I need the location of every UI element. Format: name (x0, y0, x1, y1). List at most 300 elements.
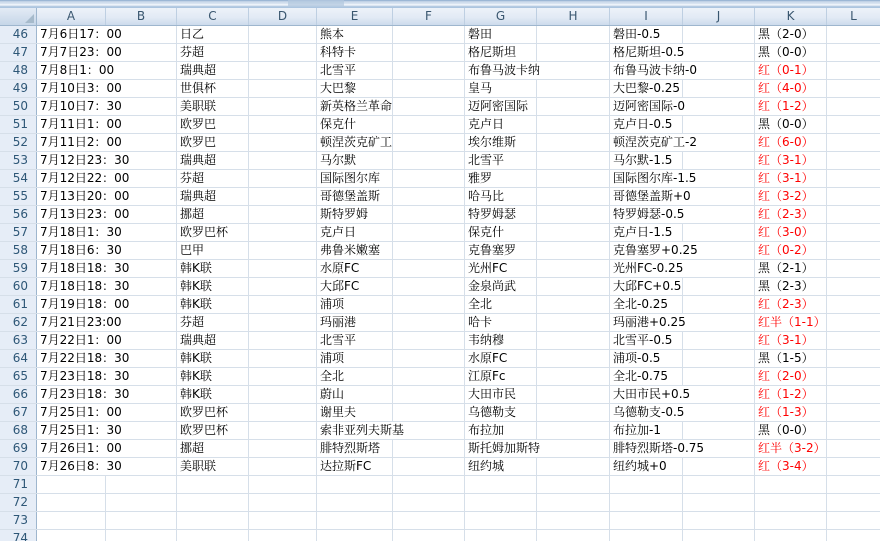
cell-handicap[interactable] (610, 260, 683, 277)
cell-empty[interactable] (249, 458, 317, 475)
cell-empty[interactable] (249, 314, 317, 331)
column-header-h[interactable]: H (537, 8, 610, 25)
cell-match-time[interactable] (37, 134, 122, 151)
row-header[interactable]: 69 (0, 440, 37, 457)
cell-empty[interactable] (249, 296, 317, 313)
cell-empty[interactable] (393, 386, 465, 403)
cell-result[interactable] (755, 368, 827, 385)
cell-empty[interactable] (393, 116, 465, 133)
cell-result[interactable] (755, 404, 827, 421)
cell-empty[interactable] (393, 98, 465, 115)
cell-empty[interactable] (683, 350, 755, 367)
cell-away-team[interactable] (465, 278, 537, 295)
cell-empty[interactable] (106, 512, 177, 529)
cell-empty[interactable] (537, 134, 610, 151)
cell-away-team[interactable] (465, 404, 537, 421)
cell-handicap[interactable] (610, 98, 683, 115)
row-header[interactable]: 47 (0, 44, 37, 61)
cell-away-team[interactable] (465, 422, 537, 439)
cell-league[interactable] (177, 116, 249, 133)
cell-away-team[interactable] (465, 170, 537, 187)
cell-league[interactable] (177, 368, 249, 385)
cell-away-team[interactable] (465, 332, 537, 349)
cell-empty[interactable] (249, 98, 317, 115)
cell-empty[interactable] (683, 80, 755, 97)
cell-empty[interactable] (827, 404, 880, 421)
cell-empty[interactable] (827, 260, 880, 277)
cell-empty[interactable] (827, 170, 880, 187)
cell-empty[interactable] (537, 98, 610, 115)
cell-empty[interactable] (393, 440, 465, 457)
cell-league[interactable] (177, 404, 249, 421)
row-header[interactable]: 46 (0, 26, 37, 43)
cell-league[interactable] (177, 350, 249, 367)
cell-result[interactable] (755, 188, 827, 205)
cell-away-team[interactable] (465, 260, 537, 277)
cell-home-team[interactable] (317, 62, 393, 79)
cell-empty[interactable] (393, 314, 465, 331)
cell-empty[interactable] (393, 494, 465, 511)
cell-league[interactable] (177, 512, 249, 529)
cell-empty[interactable] (827, 512, 880, 529)
cell-empty[interactable] (249, 62, 317, 79)
cell-empty[interactable] (827, 278, 880, 295)
cell-handicap[interactable] (610, 530, 683, 541)
cell-empty[interactable] (683, 260, 755, 277)
row-header[interactable]: 74 (0, 530, 37, 541)
cell-home-team[interactable] (317, 152, 393, 169)
row-header[interactable]: 48 (0, 62, 37, 79)
cell-empty[interactable] (537, 242, 610, 259)
cell-empty[interactable] (827, 242, 880, 259)
cell-match-time[interactable] (37, 242, 122, 259)
cell-empty[interactable] (393, 368, 465, 385)
cell-match-time[interactable] (37, 314, 122, 331)
cell-empty[interactable] (537, 368, 610, 385)
row-header[interactable]: 53 (0, 152, 37, 169)
row-header[interactable]: 50 (0, 98, 37, 115)
cell-empty[interactable] (537, 512, 610, 529)
cell-empty[interactable] (537, 224, 610, 241)
row-header[interactable]: 55 (0, 188, 37, 205)
cell-league[interactable] (177, 278, 249, 295)
cell-empty[interactable] (683, 530, 755, 541)
cell-empty[interactable] (683, 512, 755, 529)
cell-empty[interactable] (249, 476, 317, 493)
cell-away-team[interactable] (465, 188, 537, 205)
cell-empty[interactable] (537, 386, 610, 403)
row-header[interactable]: 73 (0, 512, 37, 529)
cell-league[interactable] (177, 206, 249, 223)
cell-empty[interactable] (827, 62, 880, 79)
cell-empty[interactable] (537, 314, 610, 331)
cell-empty[interactable] (393, 44, 465, 61)
cell-empty[interactable] (393, 134, 465, 151)
cell-home-team[interactable] (317, 350, 393, 367)
cell-empty[interactable] (827, 458, 880, 475)
cell-empty[interactable] (393, 458, 465, 475)
cell-empty[interactable] (827, 44, 880, 61)
cell-empty[interactable] (393, 242, 465, 259)
cell-home-team[interactable] (317, 512, 393, 529)
cell-empty[interactable] (537, 62, 610, 79)
cell-result[interactable] (755, 26, 827, 43)
cell-empty[interactable] (827, 80, 880, 97)
cell-result[interactable] (755, 98, 827, 115)
row-header[interactable]: 61 (0, 296, 37, 313)
cell-result[interactable] (755, 44, 827, 61)
cell-empty[interactable] (393, 152, 465, 169)
cell-empty[interactable] (393, 188, 465, 205)
cell-empty[interactable] (393, 224, 465, 241)
cell-empty[interactable] (827, 314, 880, 331)
cell-empty[interactable] (537, 476, 610, 493)
cell-handicap[interactable] (610, 188, 691, 205)
cell-match-time[interactable] (37, 386, 130, 403)
cell-empty[interactable] (249, 404, 317, 421)
cell-empty[interactable] (537, 260, 610, 277)
cell-empty[interactable] (393, 476, 465, 493)
cell-result[interactable] (755, 422, 827, 439)
cell-result[interactable] (755, 134, 827, 151)
cell-match-time[interactable] (37, 188, 130, 205)
cell-empty[interactable] (393, 206, 465, 223)
column-header-c[interactable]: C (177, 8, 249, 25)
cell-home-team[interactable] (317, 530, 393, 541)
cell-handicap[interactable] (610, 242, 698, 259)
cell-handicap[interactable] (610, 278, 683, 295)
cell-empty[interactable] (827, 350, 880, 367)
cell-result[interactable] (755, 80, 827, 97)
cell-match-time[interactable] (37, 152, 130, 169)
cell-empty[interactable] (827, 530, 880, 541)
cell-result[interactable] (755, 512, 827, 529)
cell-result[interactable] (755, 530, 827, 541)
cell-home-team[interactable] (317, 278, 393, 295)
cell-handicap[interactable] (610, 422, 683, 439)
cell-handicap[interactable] (610, 296, 683, 313)
cell-match-time[interactable] (37, 26, 122, 43)
cell-empty[interactable] (537, 332, 610, 349)
row-header[interactable]: 70 (0, 458, 37, 475)
cell-result[interactable] (755, 62, 827, 79)
cell-handicap[interactable] (610, 476, 683, 493)
row-header[interactable]: 65 (0, 368, 37, 385)
cell-empty[interactable] (249, 530, 317, 541)
cell-empty[interactable] (537, 116, 610, 133)
cell-league[interactable] (177, 332, 249, 349)
cell-league[interactable] (177, 386, 249, 403)
cell-empty[interactable] (249, 26, 317, 43)
cell-league[interactable] (177, 98, 249, 115)
cell-result[interactable] (755, 170, 827, 187)
cell-home-team[interactable] (317, 422, 405, 439)
cell-handicap[interactable] (610, 494, 683, 511)
cell-match-time[interactable] (37, 494, 106, 511)
cell-league[interactable] (177, 296, 249, 313)
row-header[interactable]: 62 (0, 314, 37, 331)
cell-result[interactable] (755, 350, 827, 367)
cell-match-time[interactable] (37, 98, 122, 115)
row-header[interactable]: 60 (0, 278, 37, 295)
cell-result[interactable] (755, 260, 827, 277)
cell-empty[interactable] (683, 314, 755, 331)
cell-empty[interactable] (827, 332, 880, 349)
cell-result[interactable] (755, 440, 827, 457)
cell-match-time[interactable] (37, 296, 130, 313)
cell-away-team[interactable] (465, 224, 537, 241)
cell-league[interactable] (177, 440, 249, 457)
cell-match-time[interactable] (37, 116, 122, 133)
column-header-b[interactable]: B (106, 8, 177, 25)
cell-away-team[interactable] (465, 530, 537, 541)
row-header[interactable]: 66 (0, 386, 37, 403)
cell-handicap[interactable] (610, 170, 697, 187)
cell-handicap[interactable] (610, 512, 683, 529)
cell-empty[interactable] (683, 278, 755, 295)
cell-empty[interactable] (106, 494, 177, 511)
cell-home-team[interactable] (317, 386, 393, 403)
column-header-e[interactable]: E (317, 8, 393, 25)
column-header-i[interactable]: I (610, 8, 683, 25)
cell-home-team[interactable] (317, 332, 393, 349)
cell-league[interactable] (177, 62, 249, 79)
cell-league[interactable] (177, 224, 249, 241)
cell-empty[interactable] (827, 476, 880, 493)
cell-empty[interactable] (827, 224, 880, 241)
cell-empty[interactable] (393, 170, 465, 187)
row-header[interactable]: 68 (0, 422, 37, 439)
cell-handicap[interactable] (610, 134, 697, 151)
cell-empty[interactable] (827, 296, 880, 313)
cell-empty[interactable] (537, 296, 610, 313)
cell-league[interactable] (177, 260, 249, 277)
cell-empty[interactable] (537, 458, 610, 475)
cell-away-team[interactable] (465, 512, 537, 529)
cell-match-time[interactable] (37, 260, 130, 277)
cell-empty[interactable] (827, 386, 880, 403)
cell-empty[interactable] (393, 512, 465, 529)
cell-empty[interactable] (683, 458, 755, 475)
cell-empty[interactable] (683, 44, 755, 61)
cell-empty[interactable] (249, 170, 317, 187)
cell-empty[interactable] (249, 206, 317, 223)
cell-empty[interactable] (827, 134, 880, 151)
cell-empty[interactable] (393, 62, 465, 79)
cell-away-team[interactable] (465, 314, 537, 331)
cell-away-team[interactable] (465, 494, 537, 511)
cell-empty[interactable] (537, 170, 610, 187)
cell-away-team[interactable] (465, 134, 537, 151)
cell-home-team[interactable] (317, 242, 393, 259)
cell-handicap[interactable] (610, 404, 683, 421)
row-header[interactable]: 54 (0, 170, 37, 187)
row-header[interactable]: 49 (0, 80, 37, 97)
row-header[interactable]: 59 (0, 260, 37, 277)
cell-empty[interactable] (249, 386, 317, 403)
cell-empty[interactable] (537, 422, 610, 439)
cell-empty[interactable] (249, 368, 317, 385)
row-header[interactable]: 56 (0, 206, 37, 223)
cell-away-team[interactable] (465, 98, 537, 115)
cell-empty[interactable] (537, 152, 610, 169)
cell-away-team[interactable] (465, 44, 537, 61)
cell-league[interactable] (177, 170, 249, 187)
cell-empty[interactable] (683, 368, 755, 385)
cell-home-team[interactable] (317, 494, 393, 511)
cell-empty[interactable] (683, 188, 755, 205)
cell-match-time[interactable] (37, 440, 122, 457)
cell-away-team[interactable] (465, 440, 541, 457)
cell-empty[interactable] (537, 350, 610, 367)
column-header-k[interactable]: K (755, 8, 827, 25)
cell-league[interactable] (177, 188, 249, 205)
cell-empty[interactable] (827, 206, 880, 223)
cell-empty[interactable] (249, 278, 317, 295)
cell-league[interactable] (177, 134, 249, 151)
cell-away-team[interactable] (465, 242, 537, 259)
cell-empty[interactable] (683, 476, 755, 493)
cell-away-team[interactable] (465, 296, 537, 313)
cell-empty[interactable] (249, 242, 317, 259)
cell-empty[interactable] (537, 80, 610, 97)
cell-empty[interactable] (249, 350, 317, 367)
cell-result[interactable] (755, 386, 827, 403)
cell-match-time[interactable] (37, 530, 106, 541)
cell-match-time[interactable] (37, 170, 130, 187)
cell-away-team[interactable] (465, 80, 537, 97)
column-header-l[interactable]: L (850, 9, 857, 23)
cell-handicap[interactable] (610, 350, 683, 367)
cell-empty[interactable] (827, 26, 880, 43)
cell-result[interactable] (755, 494, 827, 511)
cell-empty[interactable] (683, 116, 755, 133)
cell-empty[interactable] (827, 152, 880, 169)
cell-empty[interactable] (393, 350, 465, 367)
cell-league[interactable] (177, 314, 249, 331)
cell-match-time[interactable] (37, 80, 122, 97)
cell-result[interactable] (755, 314, 827, 331)
cell-empty[interactable] (827, 368, 880, 385)
cell-league[interactable] (177, 422, 249, 439)
cell-empty[interactable] (683, 26, 755, 43)
row-header[interactable]: 58 (0, 242, 37, 259)
row-header[interactable]: 52 (0, 134, 37, 151)
cell-league[interactable] (177, 242, 249, 259)
cell-handicap[interactable] (610, 62, 697, 79)
cell-empty[interactable] (683, 404, 755, 421)
cell-home-team[interactable] (317, 188, 393, 205)
cell-home-team[interactable] (317, 26, 393, 43)
cell-empty[interactable] (683, 98, 755, 115)
cell-handicap[interactable] (610, 116, 683, 133)
cell-handicap[interactable] (610, 440, 705, 457)
cell-handicap[interactable] (610, 368, 683, 385)
cell-result[interactable] (755, 458, 827, 475)
cell-home-team[interactable] (317, 476, 393, 493)
cell-home-team[interactable] (317, 458, 393, 475)
cell-empty[interactable] (393, 530, 465, 541)
cell-away-team[interactable] (465, 386, 537, 403)
cell-match-time[interactable] (37, 476, 106, 493)
cell-empty[interactable] (249, 260, 317, 277)
cell-empty[interactable] (683, 296, 755, 313)
cell-match-time[interactable] (37, 350, 130, 367)
cell-empty[interactable] (827, 422, 880, 439)
cell-result[interactable] (755, 116, 827, 133)
cell-home-team[interactable] (317, 260, 393, 277)
cell-home-team[interactable] (317, 368, 393, 385)
cell-home-team[interactable] (317, 116, 393, 133)
cell-home-team[interactable] (317, 206, 393, 223)
cell-home-team[interactable] (317, 44, 393, 61)
cell-result[interactable] (755, 296, 827, 313)
cell-empty[interactable] (683, 332, 755, 349)
cell-league[interactable] (177, 458, 249, 475)
cell-away-team[interactable] (465, 152, 537, 169)
cell-home-team[interactable] (317, 224, 393, 241)
cell-handicap[interactable] (610, 152, 683, 169)
cell-league[interactable] (177, 152, 249, 169)
cell-match-time[interactable] (37, 404, 122, 421)
column-header-d[interactable]: D (249, 8, 317, 25)
row-header[interactable]: 72 (0, 494, 37, 511)
cell-empty[interactable] (249, 44, 317, 61)
cell-empty[interactable] (249, 116, 317, 133)
cell-home-team[interactable] (317, 440, 393, 457)
cell-result[interactable] (755, 278, 827, 295)
cell-empty[interactable] (249, 188, 317, 205)
cell-empty[interactable] (537, 44, 610, 61)
cell-empty[interactable] (249, 494, 317, 511)
cell-empty[interactable] (827, 494, 880, 511)
cell-empty[interactable] (827, 440, 880, 457)
cell-empty[interactable] (393, 332, 465, 349)
cell-empty[interactable] (683, 386, 755, 403)
cell-empty[interactable] (106, 476, 177, 493)
cell-empty[interactable] (393, 260, 465, 277)
cell-home-team[interactable] (317, 404, 393, 421)
cell-home-team[interactable] (317, 170, 393, 187)
cell-empty[interactable] (827, 116, 880, 133)
cell-empty[interactable] (537, 530, 610, 541)
cell-away-team[interactable] (465, 116, 537, 133)
cell-empty[interactable] (827, 188, 880, 205)
cell-match-time[interactable] (37, 458, 122, 475)
cell-empty[interactable] (537, 278, 610, 295)
cell-empty[interactable] (249, 512, 317, 529)
cell-away-team[interactable] (465, 62, 541, 79)
cell-empty[interactable] (249, 224, 317, 241)
cell-result[interactable] (755, 242, 827, 259)
cell-league[interactable] (177, 494, 249, 511)
cell-result[interactable] (755, 224, 827, 241)
cell-handicap[interactable] (610, 224, 683, 241)
column-header-f[interactable]: F (393, 8, 465, 25)
cell-match-time[interactable] (37, 224, 122, 241)
cell-empty[interactable] (393, 296, 465, 313)
cell-handicap[interactable] (610, 314, 686, 331)
cell-league[interactable] (177, 26, 249, 43)
cell-empty[interactable] (393, 278, 465, 295)
cell-match-time[interactable] (37, 62, 115, 79)
cell-handicap[interactable] (610, 26, 683, 43)
cell-empty[interactable] (249, 80, 317, 97)
cell-match-time[interactable] (37, 422, 122, 439)
cell-empty[interactable] (537, 206, 610, 223)
select-all-corner[interactable] (0, 8, 37, 25)
cell-handicap[interactable] (610, 44, 683, 61)
